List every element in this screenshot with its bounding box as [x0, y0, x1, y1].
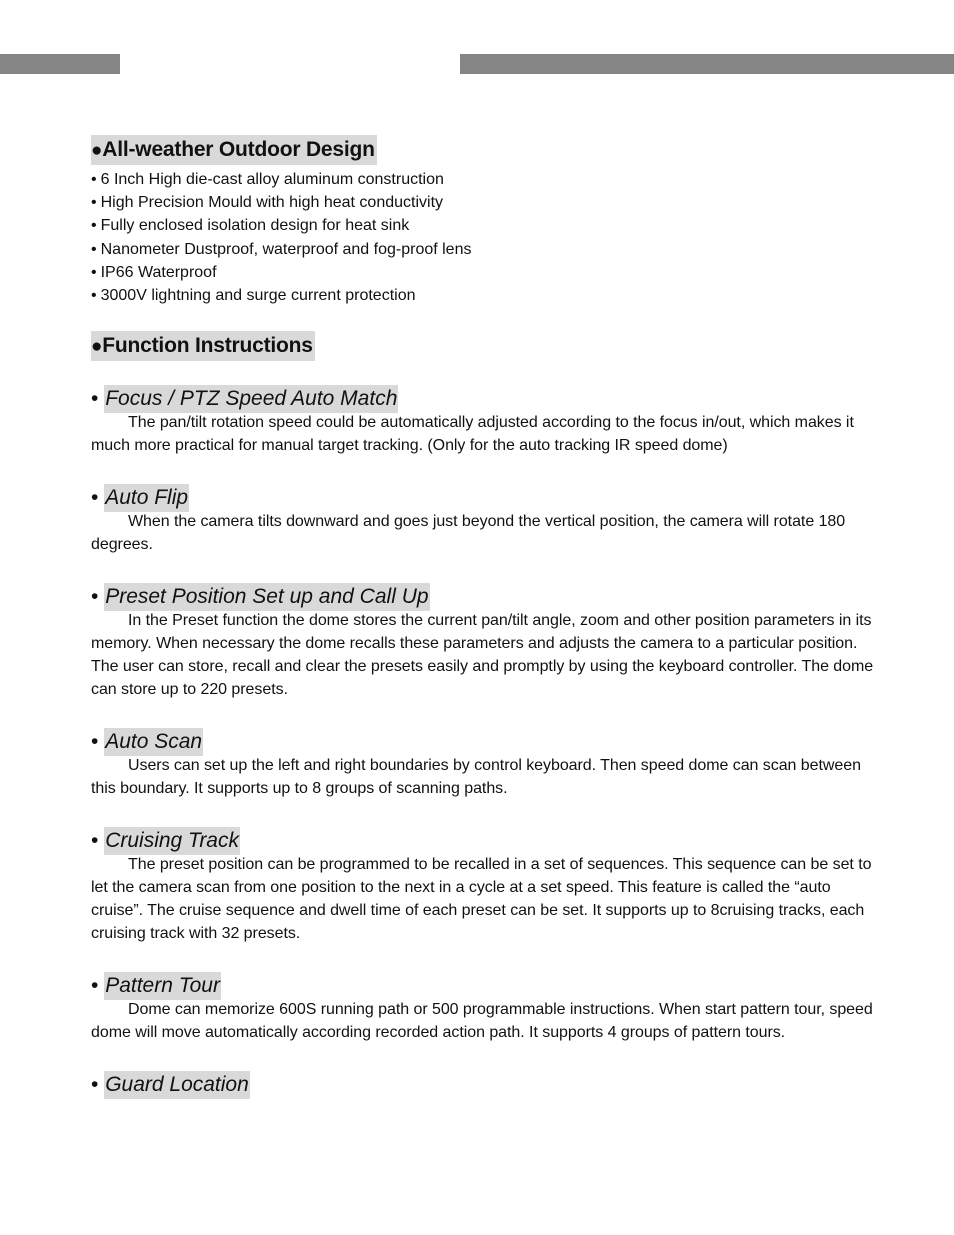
feature-heading: • Preset Position Set up and Call Up [91, 583, 881, 611]
section-heading [91, 135, 377, 165]
list-item-text: Nanometer Dustproof, waterproof and fog-proof lens [100, 240, 472, 258]
section-title: All-weather Outdoor Design [102, 138, 375, 161]
feature-guard-location [91, 1071, 881, 1099]
feature-auto-scan [91, 728, 881, 800]
header-bar-right [460, 54, 954, 74]
list-item [91, 191, 881, 214]
feature-pattern-tour [91, 972, 881, 1044]
feature-description: The preset position can be programmed to be recalled in a set of sequences. This sequence can be set to let the camera scan from one position to the next in a cycle at a set speed. This feature is called the “auto cruise”. The cruise sequence and dwell time of each preset can be set. It supports up to 8cruising tracks, each cruising track with 32 presets. [91, 856, 872, 943]
list-item-text: IP66 Waterproof [100, 263, 217, 281]
feature-title: Preset Position Set up and Call Up [104, 583, 429, 611]
bullet-icon: ● [91, 336, 103, 358]
feature-auto-flip [91, 484, 881, 556]
feature-preset-position [91, 583, 881, 701]
feature-description: When the camera tilts downward and goes just beyond the vertical position, the camera will rotate 180 degrees. [91, 513, 846, 554]
section-function-instructions [91, 331, 881, 1099]
feature-title: Auto Scan [104, 728, 203, 756]
feature-heading: • Auto Flip [91, 484, 881, 512]
feature-heading: • Auto Scan [91, 728, 881, 756]
feature-description: Users can set up the left and right boundaries by control keyboard. Then speed dome can scan between this boundary. It supports up to 8 groups of scanning paths. [91, 757, 861, 798]
feature-list [91, 168, 881, 307]
section-title: Function Instructions [102, 334, 313, 358]
list-item [91, 238, 881, 261]
document-body [91, 135, 881, 1099]
feature-title: Auto Flip [104, 484, 189, 512]
list-item-text: 6 Inch High die-cast alloy aluminum construction [100, 171, 444, 188]
section-heading [91, 331, 315, 361]
section-outdoor-design [91, 135, 881, 307]
feature-heading: • Pattern Tour [91, 972, 881, 1000]
feature-description: In the Preset function the dome stores the current pan/tilt angle, zoom and other position parameters in its memory. When necessary the dome recalls these parameters and adjusts the camera to a particular position. The user can store, recall and clear the presets easily and promptly by using the keyboard controller. The dome can store up to 220 presets. [91, 612, 874, 699]
list-item [91, 261, 881, 284]
list-item-text: Fully enclosed isolation design for heat sink [100, 217, 410, 235]
feature-heading: • Cruising Track [91, 827, 881, 855]
feature-description: Dome can memorize 600S running path or 500 programmable instructions. When start pattern tour, speed dome will move automatically according recorded action path. It supports 4 groups of pattern tours. [91, 1001, 873, 1042]
feature-title: Cruising Track [104, 827, 240, 855]
feature-heading: • Focus / PTZ Speed Auto Match [91, 385, 881, 413]
feature-title: Focus / PTZ Speed Auto Match [104, 385, 398, 413]
header-bar-left [0, 54, 120, 74]
list-item [91, 284, 881, 307]
list-item [91, 168, 881, 191]
feature-heading: • Guard Location [91, 1071, 881, 1099]
feature-title: Pattern Tour [104, 972, 221, 1000]
feature-focus-ptz [91, 385, 881, 457]
feature-cruising-track [91, 827, 881, 945]
feature-description: The pan/tilt rotation speed could be automatically adjusted according to the focus in/out, which makes it much more practical for manual target tracking. (Only for the auto tracking IR speed dome) [91, 414, 854, 455]
list-item [91, 214, 881, 237]
list-item-text: 3000V lightning and surge current protection [100, 287, 416, 305]
list-item-text: High Precision Mould with high heat conductivity [100, 194, 444, 212]
feature-title: Guard Location [104, 1071, 250, 1099]
bullet-icon: ● [91, 140, 103, 161]
